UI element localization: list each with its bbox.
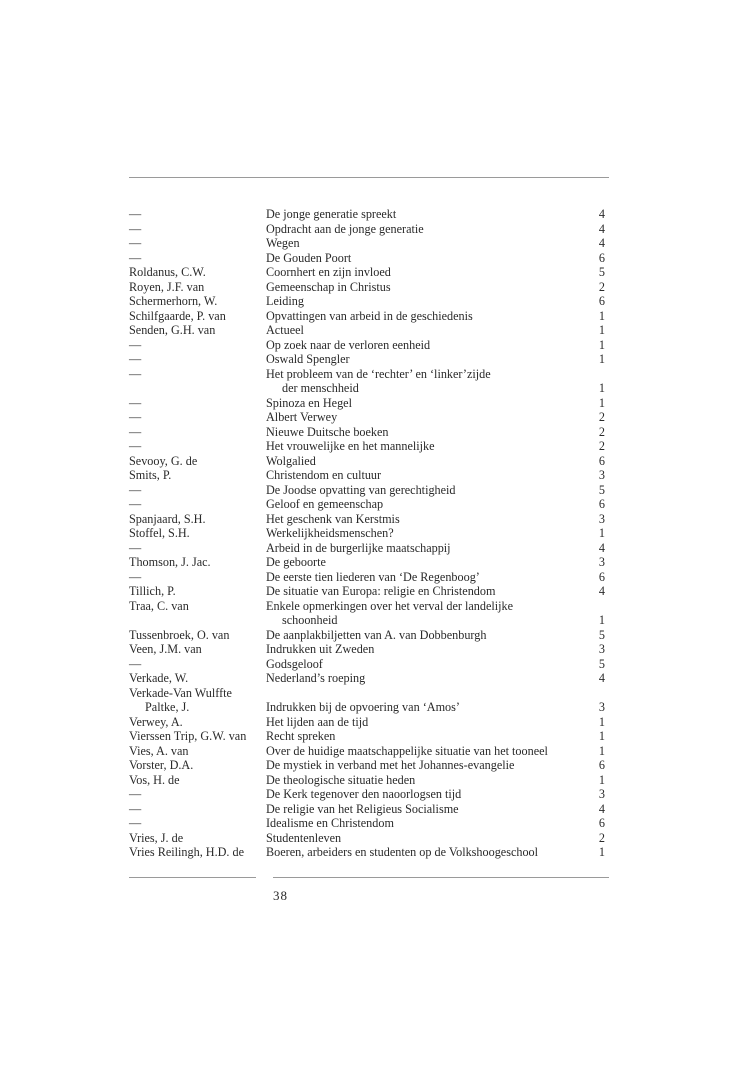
entry-issue: 3 bbox=[598, 700, 605, 714]
entry-author: Vries Reilingh, H.D. de bbox=[129, 845, 245, 859]
entry-author: — bbox=[129, 395, 142, 410]
entry-title: Het vrouwelijke en het mannelijke bbox=[266, 439, 435, 453]
entry-title: De jonge generatie spreekt bbox=[266, 207, 397, 221]
entry-author: Verkade, W. bbox=[129, 671, 189, 685]
entry-author: Stoffel, S.H. bbox=[129, 526, 190, 540]
entry-title: Nederland’s roeping bbox=[266, 671, 366, 685]
entry-issue: 4 bbox=[598, 207, 605, 221]
entry-author: — bbox=[129, 337, 142, 352]
entry-issue: 3 bbox=[598, 555, 605, 569]
index-entry bbox=[129, 758, 609, 773]
entry-author: Thomson, J. Jac. bbox=[129, 555, 211, 569]
entry-title: Recht spreken bbox=[266, 729, 336, 743]
entry-author: — bbox=[129, 816, 142, 830]
index-entry bbox=[129, 628, 609, 643]
entry-issue: 4 bbox=[598, 221, 605, 236]
entry-issue: 5 bbox=[598, 627, 605, 642]
entry-issue: 4 bbox=[598, 540, 605, 555]
entry-author: Veen, J.M. van bbox=[129, 642, 202, 656]
index-entry bbox=[129, 367, 609, 396]
index-entry bbox=[129, 715, 609, 730]
entry-author: Vries, J. de bbox=[129, 830, 184, 845]
entry-title: Boeren, arbeiders en studenten op de Volkshoogeschool bbox=[266, 845, 539, 859]
entry-author: Royen, J.F. van bbox=[129, 279, 205, 294]
entry-title: De Gouden Poort bbox=[266, 250, 352, 265]
entry-author: Roldanus, C.W. bbox=[129, 265, 206, 279]
entry-title: Wolgalied bbox=[266, 453, 316, 468]
entry-author: Schermerhorn, W. bbox=[129, 294, 218, 308]
entry-author: — bbox=[129, 410, 142, 424]
index-entry bbox=[129, 584, 609, 599]
entry-title: De situatie van Europa: religie en Christendom bbox=[266, 584, 496, 598]
index-entry bbox=[129, 831, 609, 846]
entry-author: Vies, A. van bbox=[129, 743, 189, 758]
entry-title: Het lijden aan de tijd bbox=[266, 714, 369, 729]
index-entry bbox=[129, 570, 609, 585]
entry-issue: 6 bbox=[598, 569, 605, 584]
entry-author: Traa, C. van bbox=[129, 598, 189, 613]
entry-title: Werkelijkheidsmenschen? bbox=[266, 526, 394, 540]
entry-author: Verwey, A. bbox=[129, 714, 183, 729]
entry-author: Tussenbroek, O. van bbox=[129, 627, 230, 642]
entry-title: De eerste tien liederen van ‘De Regenboog’ bbox=[266, 569, 480, 584]
entry-title: Nieuwe Duitsche boeken bbox=[266, 424, 389, 439]
index-entry bbox=[129, 207, 609, 222]
entry-author: — bbox=[129, 482, 142, 497]
entry-issue: 2 bbox=[598, 439, 605, 453]
entry-title: Studentenleven bbox=[266, 830, 342, 845]
entry-issue: 3 bbox=[598, 787, 605, 801]
index-entry bbox=[129, 787, 609, 802]
entry-title: Wegen bbox=[266, 236, 300, 250]
index-entry bbox=[129, 686, 609, 715]
entry-author: Vorster, D.A. bbox=[129, 758, 194, 772]
entry-author: — bbox=[129, 787, 142, 801]
entry-author: — bbox=[129, 424, 142, 439]
entry-title: De theologische situatie heden bbox=[266, 772, 416, 787]
entry-issue: 1 bbox=[598, 526, 605, 540]
entry-title: Enkele opmerkingen over het verval der landelijke bbox=[266, 598, 514, 613]
entry-title: Arbeid in de burgerlijke maatschappij bbox=[266, 540, 451, 555]
index-entry bbox=[129, 671, 609, 686]
index-entry bbox=[129, 512, 609, 527]
entry-author: Senden, G.H. van bbox=[129, 323, 216, 337]
entry-title: Over de huidige maatschappelijke situatie van het tooneel bbox=[266, 743, 548, 758]
entry-issue: 4 bbox=[598, 236, 605, 250]
entry-title: De religie van het Religieus Socialisme bbox=[266, 801, 459, 816]
index-entry bbox=[129, 323, 609, 338]
entry-issue: 4 bbox=[598, 671, 605, 685]
entry-issue: 5 bbox=[598, 656, 605, 671]
index-entry bbox=[129, 729, 609, 744]
entry-author: — bbox=[129, 352, 142, 366]
entry-author: Smits, P. bbox=[129, 468, 172, 482]
index-entry bbox=[129, 309, 609, 324]
footer-rule-right bbox=[273, 877, 609, 878]
entry-author: — bbox=[129, 221, 142, 236]
index-entry bbox=[129, 497, 609, 512]
entry-author: — bbox=[129, 250, 142, 265]
index-entry bbox=[129, 642, 609, 657]
entry-author: Tillich, P. bbox=[129, 584, 176, 598]
entry-issue: 1 bbox=[598, 743, 605, 758]
entry-issue: 3 bbox=[598, 511, 605, 526]
index-entry bbox=[129, 251, 609, 266]
entry-issue: 1 bbox=[598, 714, 605, 729]
entry-author: — bbox=[129, 366, 142, 381]
entry-issue: 6 bbox=[598, 453, 605, 468]
entry-author: Schilfgaarde, P. van bbox=[129, 308, 226, 323]
index-entry bbox=[129, 439, 609, 454]
entry-issue: 1 bbox=[598, 772, 605, 787]
entry-author: — bbox=[129, 207, 142, 221]
page-number: 38 bbox=[273, 888, 288, 903]
entry-issue: 1 bbox=[598, 613, 605, 627]
entry-title: Idealisme en Christendom bbox=[266, 816, 394, 830]
entry-issue: 1 bbox=[598, 337, 605, 352]
index-entry bbox=[129, 599, 609, 628]
entry-issue: 1 bbox=[598, 729, 605, 743]
index-entry bbox=[129, 816, 609, 831]
entry-author-continuation: Paltke, J. bbox=[145, 700, 190, 714]
index-entry bbox=[129, 338, 609, 353]
entry-author: — bbox=[129, 656, 142, 671]
entry-author: Vierssen Trip, G.W. van bbox=[129, 729, 247, 743]
index-entry bbox=[129, 396, 609, 411]
entry-title: Albert Verwey bbox=[266, 410, 338, 424]
entry-title: Indrukken uit Zweden bbox=[266, 642, 375, 656]
entry-issue: 3 bbox=[598, 642, 605, 656]
entry-title: De Joodse opvatting van gerechtigheid bbox=[266, 482, 456, 497]
entry-issue: 1 bbox=[598, 352, 605, 366]
entry-issue: 2 bbox=[598, 279, 605, 294]
index-entry bbox=[129, 454, 609, 469]
entry-author: — bbox=[129, 236, 142, 250]
header-rule bbox=[129, 177, 609, 178]
entry-title: Coornhert en zijn invloed bbox=[266, 265, 391, 279]
entry-title: Oswald Spengler bbox=[266, 352, 350, 366]
entry-title: De mystiek in verband met het Johannes-evangelie bbox=[266, 758, 515, 772]
entry-issue: 2 bbox=[598, 410, 605, 424]
entry-title: Geloof en gemeenschap bbox=[266, 497, 384, 511]
entry-issue: 2 bbox=[598, 830, 605, 845]
entry-author: — bbox=[129, 540, 142, 555]
entry-author: Sevooy, G. de bbox=[129, 453, 198, 468]
entry-issue: 1 bbox=[598, 845, 605, 859]
entry-title: Het probleem van de ‘rechter’ en ‘linker’zijde bbox=[266, 366, 491, 381]
entry-title-continuation: der menschheid bbox=[282, 381, 359, 395]
entry-issue: 1 bbox=[598, 381, 605, 395]
entry-title: Gemeenschap in Christus bbox=[266, 279, 391, 294]
entry-author: — bbox=[129, 439, 142, 453]
entry-title: Opvattingen van arbeid in de geschiedenis bbox=[266, 308, 473, 323]
index-entry bbox=[129, 352, 609, 367]
entry-title-continuation: schoonheid bbox=[282, 613, 338, 627]
entry-issue: 6 bbox=[598, 250, 605, 265]
entry-title: Het geschenk van Kerstmis bbox=[266, 511, 400, 526]
entry-title: Indrukken bij de opvoering van ‘Amos’ bbox=[266, 700, 460, 714]
entry-author: — bbox=[129, 801, 142, 816]
index-entry bbox=[129, 294, 609, 309]
index-entry bbox=[129, 555, 609, 570]
index-entry bbox=[129, 222, 609, 237]
entry-issue: 6 bbox=[598, 497, 605, 511]
entry-title: Spinoza en Hegel bbox=[266, 395, 352, 410]
entry-author: Verkade-Van Wulffte bbox=[129, 685, 232, 700]
entry-title: De geboorte bbox=[266, 555, 326, 569]
entry-author: Spanjaard, S.H. bbox=[129, 511, 206, 526]
index-entry bbox=[129, 657, 609, 672]
entry-title: Christendom en cultuur bbox=[266, 468, 382, 482]
index-list bbox=[129, 207, 609, 860]
index-entry bbox=[129, 483, 609, 498]
index-entry bbox=[129, 236, 609, 251]
entry-issue: 6 bbox=[598, 758, 605, 772]
entry-issue: 4 bbox=[598, 584, 605, 598]
entry-title: De Kerk tegenover den naoorlogsen tijd bbox=[266, 787, 462, 801]
index-entry bbox=[129, 802, 609, 817]
index-entry bbox=[129, 526, 609, 541]
index-entry bbox=[129, 541, 609, 556]
index-entry bbox=[129, 425, 609, 440]
entry-title: De aanplakbiljetten van A. van Dobbenburgh bbox=[266, 627, 487, 642]
entry-title: Godsgeloof bbox=[266, 656, 323, 671]
entry-author: — bbox=[129, 497, 142, 511]
entry-issue: 4 bbox=[598, 801, 605, 816]
index-entry bbox=[129, 265, 609, 280]
entry-author: Vos, H. de bbox=[129, 772, 180, 787]
entry-issue: 5 bbox=[598, 482, 605, 497]
entry-issue: 1 bbox=[598, 308, 605, 323]
entry-title: Actueel bbox=[266, 323, 304, 337]
index-entry bbox=[129, 744, 609, 759]
entry-issue: 2 bbox=[598, 424, 605, 439]
entry-author: — bbox=[129, 569, 142, 584]
index-entry bbox=[129, 280, 609, 295]
entry-title: Op zoek naar de verloren eenheid bbox=[266, 337, 431, 352]
index-entry bbox=[129, 468, 609, 483]
footer-rule-left bbox=[129, 877, 256, 878]
entry-title: Leiding bbox=[266, 294, 304, 308]
entry-issue: 1 bbox=[598, 323, 605, 337]
entry-issue: 6 bbox=[598, 294, 605, 308]
entry-issue: 5 bbox=[598, 265, 605, 279]
entry-title: Opdracht aan de jonge generatie bbox=[266, 221, 424, 236]
index-entry bbox=[129, 845, 609, 860]
index-entry bbox=[129, 773, 609, 788]
entry-issue: 3 bbox=[598, 468, 605, 482]
entry-issue: 1 bbox=[598, 395, 605, 410]
index-entry bbox=[129, 410, 609, 425]
entry-issue: 6 bbox=[598, 816, 605, 830]
